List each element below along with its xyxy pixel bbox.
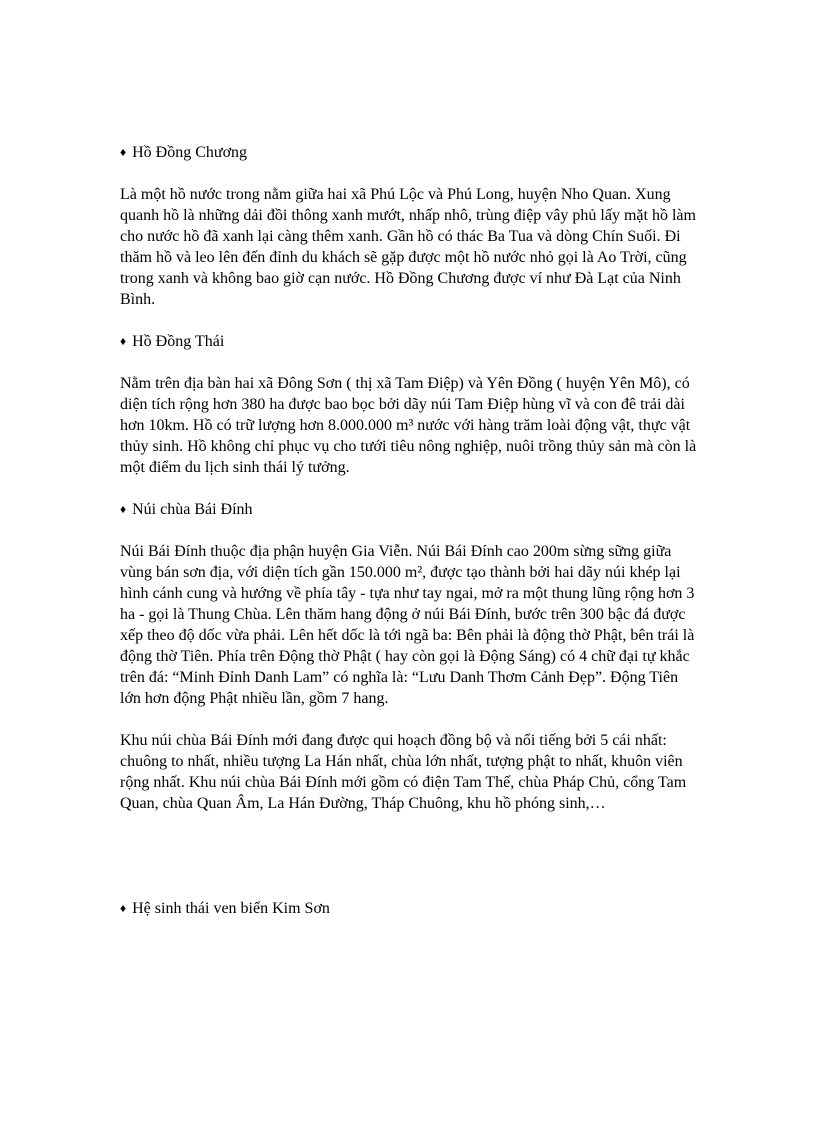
diamond-bullet-icon: ♦ — [120, 145, 127, 159]
spacer — [120, 352, 702, 373]
section-title: Hồ Đồng Chương — [132, 144, 248, 161]
spacer — [120, 814, 702, 898]
spacer — [120, 709, 702, 730]
spacer — [120, 520, 702, 541]
paragraph: Là một hồ nước trong nằm giữa hai xã Phú Lộc và Phú Long, huyện Nho Quan. Xung quanh hồ là những dải đồi thông xanh mướt, nhấp nhô, trùng điệp vây phủ lấy mặt hồ làm cho nước hồ đã xanh lại càng thêm xanh. Gần hồ có thác Ba Tua và dòng Chín Suối. Đi thăm hồ và leo lên đến đỉnh du khách sẽ gặp được một hồ nước nhỏ gọi là Ao Trời, cũng trong xanh và không bao giờ cạn nước. Hồ Đồng Chương được ví như Đà Lạt của Ninh Bình. — [120, 186, 696, 308]
spacer — [120, 310, 702, 331]
diamond-bullet-icon: ♦ — [120, 502, 127, 516]
section-heading — [120, 499, 702, 520]
section-title: Hệ sinh thái ven biển Kim Sơn — [132, 900, 330, 917]
section-title: Núi chùa Bái Đính — [132, 501, 253, 518]
section-nui-chua-bai-dinh — [120, 499, 702, 898]
spacer — [120, 478, 702, 499]
section-ho-dong-chuong — [120, 142, 702, 331]
section-heading — [120, 898, 702, 919]
paragraph: Nằm trên địa bàn hai xã Đông Sơn ( thị xã Tam Điệp) và Yên Đồng ( huyện Yên Mô), có diện tích rộng hơn 380 ha được bao bọc bởi dãy núi Tam Điệp hùng vĩ và con đê trải dài hơn 10km. Hồ có trữ lượng hơn 8.000.000 m³ nước với hàng trăm loài động vật, thực vật thủy sinh. Hồ không chỉ phục vụ cho tưới tiêu nông nghiệp, nuôi trồng thủy sản mà còn là một điểm du lịch sinh thái lý tưởng. — [120, 375, 697, 476]
section-heading — [120, 142, 702, 163]
paragraph: Núi Bái Đính thuộc địa phận huyện Gia Viễn. Núi Bái Đính cao 200m sừng sững giữa vùng bán sơn địa, với diện tích gần 150.000 m², được tạo thành bởi hai dãy núi khép lại hình cánh cung và hướng về phía tây - tựa như tay ngai, mở ra một thung lũng rộng hơn 3 ha - gọi là Thung Chùa. Lên thăm hang động ở núi Bái Đính, bước trên 300 bậc đá được xếp theo độ dốc vừa phải. Lên hết dốc là tới ngã ba: Bên phải là động thờ Phật, bên trái là động thờ Tiên. Phía trên Động thờ Phật ( hay còn gọi là Động Sáng) có 4 chữ đại tự khắc trên đá: “Minh Đỉnh Danh Lam” có nghĩa là: “Lưu Danh Thơm Cảnh Đẹp”. Động Tiên lớn hơn động Phật nhiều lần, gồm 7 hang. — [120, 543, 695, 707]
spacer — [120, 163, 702, 184]
section-he-sinh-thai-kim-son — [120, 898, 702, 919]
paragraph: Khu núi chùa Bái Đính mới đang được qui hoạch đồng bộ và nổi tiếng bởi 5 cái nhất: chuông to nhất, nhiều tượng La Hán nhất, chùa lớn nhất, tượng phật to nhất, khuôn viên rộng nhất. Khu núi chùa Bái Đính mới gồm có điện Tam Thế, chùa Pháp Chủ, cổng Tam Quan, chùa Quan Âm, La Hán Đường, Tháp Chuông, khu hồ phóng sinh,… — [120, 732, 687, 812]
section-title: Hồ Đồng Thái — [132, 333, 225, 350]
document-body — [120, 142, 702, 919]
section-ho-dong-thai — [120, 331, 702, 499]
diamond-bullet-icon: ♦ — [120, 901, 127, 915]
section-heading — [120, 331, 702, 352]
diamond-bullet-icon: ♦ — [120, 334, 127, 348]
